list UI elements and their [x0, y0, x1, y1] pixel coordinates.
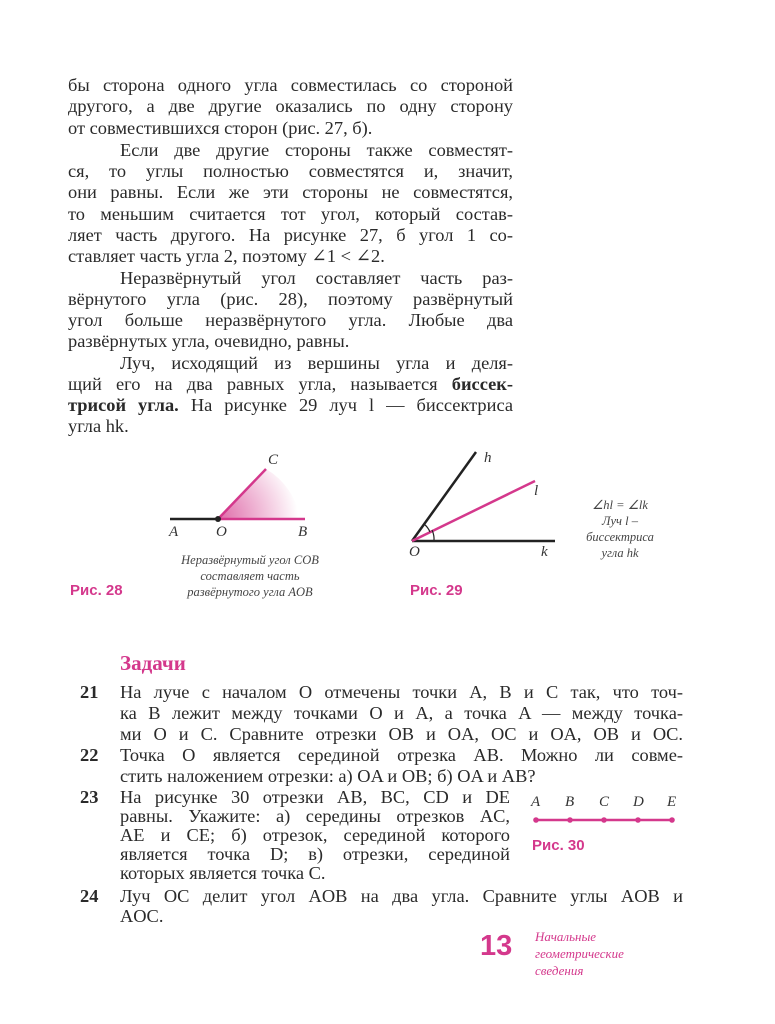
label-E: E [667, 794, 677, 810]
term-bold: биссек- [451, 374, 513, 394]
task-line: На рисунке 30 отрезки AB, BC, CD и DE [120, 787, 510, 807]
label-O: O [216, 524, 227, 540]
note-line: ∠hl = ∠lk [592, 498, 648, 512]
point-E [669, 817, 675, 823]
task-line: Луч OC делит угол AOB на два угла. Сравните углы AOB и [120, 886, 683, 906]
task-line: ка B лежит между точками O и A, а точка A — между точка- [120, 703, 683, 723]
task-line: стить наложением отрезки: а) OA и OB; б) OA и AB? [120, 766, 536, 786]
ray-l [412, 481, 535, 541]
text-line: Если две другие стороны также совместят- [120, 140, 513, 160]
ray-h [412, 452, 476, 541]
task-line: На луче с началом O отмечены точки A, B и C так, что точ- [120, 682, 683, 702]
task-line: которых является точка C. [120, 863, 326, 883]
tasks-heading: Задачи [120, 651, 186, 675]
task-line: равны. Укажите: а) середины отрезков AC, [120, 806, 510, 826]
task-number: 22 [80, 745, 99, 765]
label-B: B [565, 794, 575, 810]
fig30-title: Рис. 30 [532, 837, 585, 854]
point-C [601, 817, 607, 823]
text-line: другого, а две другие оказались по одну сторону [68, 96, 513, 116]
text-line: от совместившихся сторон (рис. 27, б). [68, 118, 373, 138]
text-line: Луч, исходящий из вершины угла и деля- [120, 353, 513, 373]
term-bold: трисой угла. [68, 395, 179, 415]
text-line: угла hk. [68, 416, 129, 436]
point-A [533, 817, 539, 823]
text-line: ставляет часть угла 2, поэтому ∠1 < ∠2. [68, 246, 385, 266]
task-line: Точка O является серединой отрезка AB. Можно ли совме- [120, 745, 683, 765]
section-line: сведения [535, 963, 584, 978]
task-line: ми O и C. Сравните отрезки OB и OA, OC и OA, OB и OC. [120, 724, 683, 744]
note-line: угла hk [601, 546, 639, 560]
fig30-segment [520, 810, 690, 830]
label-h: h [484, 450, 492, 466]
label-B: B [298, 524, 308, 540]
angle-arc [424, 524, 430, 532]
fig28-title: Рис. 28 [70, 582, 123, 599]
section-line: геометрические [535, 946, 624, 961]
label-C: C [268, 452, 279, 468]
point-O [215, 516, 221, 522]
label-l: l [534, 483, 539, 499]
task-number: 21 [80, 682, 99, 702]
task-line: AOC. [120, 906, 164, 926]
fig29-note [565, 497, 675, 561]
text-span: щий его на два равных угла, называется [68, 374, 452, 394]
label-D: D [633, 794, 644, 810]
section-title [535, 928, 624, 979]
caption-line: составляет часть [200, 569, 300, 583]
label-C: C [599, 794, 610, 810]
note-line: биссектриса [586, 530, 654, 544]
note-line: Луч l – [602, 514, 638, 528]
section-line: Начальные [535, 929, 597, 944]
text-line: бы сторона одного угла совместилась со стороной [68, 75, 513, 95]
text-line: ся, то углы полностью совместятся и, значит, [68, 161, 513, 181]
text-line: угол больше неразвёрнутого угла. Любые два [68, 310, 513, 330]
text-line: ляет часть другого. На рисунке 27, б угол 1 со- [68, 225, 513, 245]
task-line: AE и CE; б) отрезок, серединой которого [120, 825, 510, 845]
text-line: они равны. Если же эти стороны не совместятся, [68, 182, 513, 202]
label-A: A [531, 794, 541, 810]
point-B [567, 817, 573, 823]
label-A: A [169, 524, 179, 540]
text-span: На рисунке 29 луч l — биссектриса [178, 395, 514, 415]
task-line: является точка D; в) отрезки, серединой [120, 844, 510, 864]
fig28-caption [150, 552, 350, 600]
caption-line: Неразвёрнутый угол COB [181, 553, 319, 567]
text-line: вёрнутого угла (рис. 28), поэтому развёрнутый [68, 289, 513, 309]
task-number: 24 [80, 886, 99, 906]
text-line: то меньшим считается тот угол, который состав- [68, 204, 513, 224]
point-D [635, 817, 641, 823]
fig29-title: Рис. 29 [410, 582, 463, 599]
text-line: развёрнутых угла, очевидно, равны. [68, 331, 350, 351]
text-line: Неразвёрнутый угол составляет часть раз- [120, 268, 513, 288]
label-O: O [409, 544, 420, 560]
page-number: 13 [480, 930, 513, 962]
caption-line: развёрнутого угла AOB [187, 585, 313, 599]
label-k: k [541, 544, 548, 560]
task-number: 23 [80, 787, 99, 807]
